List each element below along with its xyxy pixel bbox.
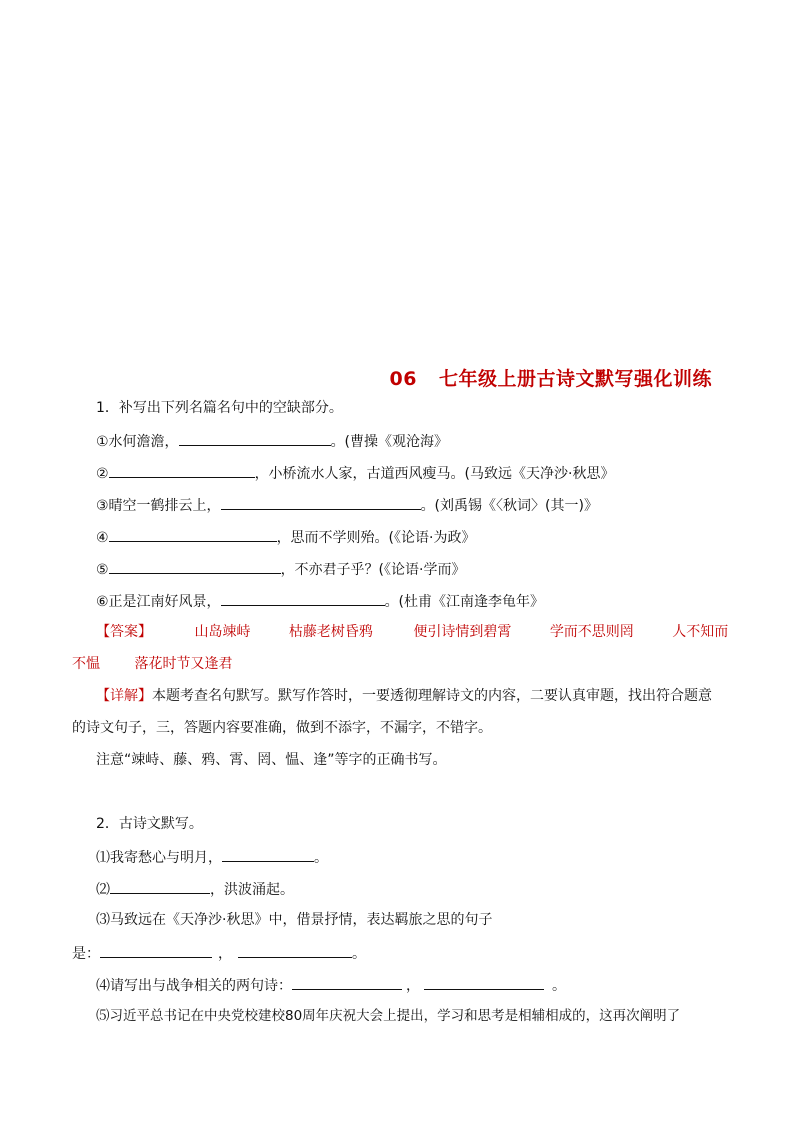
q2-item-3-prefix: 是： [72,946,100,962]
q1-item-6-before: ⑥正是江南好风景， [96,594,221,610]
q2-item-3-line1: ⑶马致远在《天净沙·秋思》中，借景抒情，表达羁旅之思的句子 [96,912,493,928]
q1-item-6-blank[interactable] [221,590,385,606]
q1-item-6 [96,590,544,612]
q1-item-1 [96,430,448,452]
q1-item-2-after: ，小桥流水人家，古道西风瘦马。(马致远《天净沙·秋思》 [254,466,615,482]
answer-4: 学而不思则罔 [549,624,634,640]
detail-label: 【详解】 [96,688,152,704]
q2-item-4-blank-1[interactable] [292,974,402,990]
q2-item-3-line2 [72,942,366,964]
q1-item-3 [96,494,598,516]
detail-line-2: 的诗文句子，三，答题内容要准确，做到不添字，不漏字，不错字。 [72,720,492,736]
q1-item-5 [96,558,465,580]
q1-item-2-before: ② [96,466,109,482]
q2-item-2 [96,878,294,900]
q2-item-3-blank-1[interactable] [100,942,212,958]
q1-item-6-after: 。(杜甫《江南逢李龟年》 [384,594,545,610]
q2-item-3-blank-2[interactable] [238,942,352,958]
q2-item-2-after: ，洪波涌起。 [210,882,294,898]
q1-item-1-before: ①水何澹澹， [96,434,179,450]
q1-item-2-blank[interactable] [109,462,255,478]
detail-line-1 [96,686,712,706]
answer-3: 便引诗情到碧霄 [413,624,512,640]
q1-item-5-after: ，不亦君子乎？(《论语·学而》 [280,562,466,578]
q1-stem: 1．补写出下列名篇名句中的空缺部分。 [96,400,343,416]
q1-item-3-after: 。(刘禹锡《〈秋词〉(其一)》 [420,498,598,514]
detail-text-1: 本题考查名句默写。默写作答时，一要透彻理解诗文的内容，二要认真审题，找出符合题意 [152,688,712,704]
q2-item-1 [96,846,328,868]
q1-item-2 [96,462,614,484]
q2-item-4-sep: ， [406,978,420,994]
q2-item-2-blank[interactable] [110,878,210,894]
answer-label: 【答案】 [96,624,152,640]
answer-6: 落花时节又逢君 [134,656,233,672]
q2-item-1-before: ⑴我寄愁心与明月， [96,850,222,866]
title-number: 06 [389,368,417,390]
answer-1: 山岛竦峙 [194,624,251,640]
q2-item-4-blank-2[interactable] [424,974,544,990]
q1-item-4 [96,526,475,548]
q2-item-3-sep: ， [218,946,232,962]
q2-item-4 [96,974,566,996]
q2-stem: 2．古诗文默写。 [96,816,203,832]
q2-item-2-before: ⑵ [96,882,110,898]
detail-note: 注意“竦峙、藤、鸦、霄、罔、愠、逢”等字的正确书写。 [96,752,447,768]
answer-2: 枯藤老树昏鸦 [288,624,373,640]
answer-line-2 [72,654,232,674]
q1-item-1-after: 。(曹操《观沧海》 [330,434,449,450]
q2-item-1-blank[interactable] [222,846,314,862]
q1-item-5-before: ⑤ [96,562,109,578]
title-text: 七年级上册古诗文默写强化训练 [438,368,712,390]
q2-item-3-end: 。 [352,946,366,962]
q2-item-4-end: 。 [552,978,566,994]
q2-item-1-after: 。 [314,850,328,866]
q2-item-4-before: ⑷请写出与战争相关的两句诗： [96,978,292,994]
answer-5a: 人不知而 [672,624,729,640]
q1-item-1-blank[interactable] [179,430,331,446]
q1-item-3-before: ③晴空一鹤排云上， [96,498,221,514]
q1-item-3-blank[interactable] [221,494,421,510]
q2-item-5: ⑸习近平总书记在中央党校建校80周年庆祝大会上提出，学习和思考是相辅相成的，这再次阐明了 [96,1008,681,1024]
document-title [390,364,712,391]
q1-item-4-after: ，思而不学则殆。(《论语·为政》 [276,530,476,546]
answer-5b: 不愠 [72,656,100,672]
answer-line-1 [96,622,728,642]
q1-item-5-blank[interactable] [109,558,281,574]
q1-item-4-blank[interactable] [109,526,277,542]
q1-item-4-before: ④ [96,530,109,546]
